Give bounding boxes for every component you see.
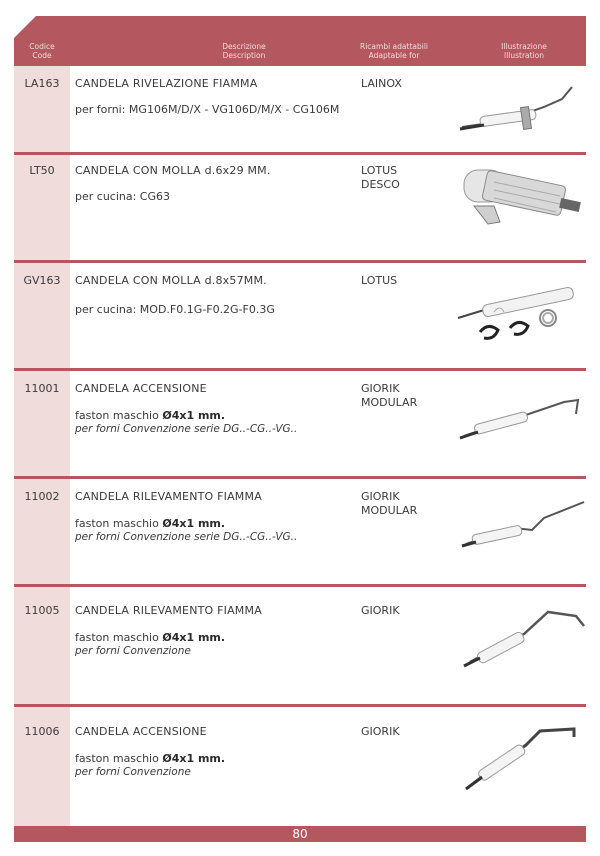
brand-list bbox=[361, 382, 417, 410]
product-title: CANDELA RILEVAMENTO FIAMMA bbox=[75, 604, 262, 617]
row-divider bbox=[14, 260, 586, 263]
product-detail bbox=[75, 190, 170, 203]
spring-electrode-icon bbox=[444, 156, 586, 246]
row-divider bbox=[14, 368, 586, 371]
product-note: per forni Convenzione serie DG..-CG..-VG.. bbox=[75, 423, 298, 435]
product-detail bbox=[75, 103, 339, 116]
detail-text: faston maschio bbox=[75, 409, 163, 422]
detail-text: per cucina: CG63 bbox=[75, 190, 171, 203]
product-title: CANDELA RIVELAZIONE FIAMMA bbox=[75, 77, 258, 90]
header-code bbox=[22, 42, 62, 60]
detail-bold: Ø4x1 mm. bbox=[162, 631, 226, 644]
product-detail bbox=[75, 303, 275, 316]
brand-name: LOTUS bbox=[361, 164, 398, 177]
detail-bold: Ø4x1 mm. bbox=[162, 752, 226, 765]
brand-name: GIORIK bbox=[361, 604, 400, 617]
brand-name: MODULAR bbox=[361, 396, 418, 409]
code-column-background bbox=[14, 66, 70, 826]
product-detail bbox=[75, 631, 225, 644]
brand-list bbox=[361, 725, 400, 739]
brand-name: GIORIK bbox=[361, 490, 400, 503]
row-divider bbox=[14, 476, 586, 479]
row-divider bbox=[14, 704, 586, 707]
detail-text: per forni: MG106M/D/X - VG106D/M/X - CG106M bbox=[75, 103, 340, 116]
detail-text: faston maschio bbox=[75, 517, 163, 530]
rod-electrode-icon bbox=[444, 77, 586, 167]
detail-text: per cucina: MOD.F0.1G-F0.2G-F0.3G bbox=[75, 303, 275, 316]
electrode-kit-icon bbox=[444, 274, 586, 364]
header-code-en: Code bbox=[32, 51, 52, 60]
header-desc-it: Descrizione bbox=[222, 42, 266, 51]
product-note: per forni Convenzione serie DG..-CG..-VG.. bbox=[75, 531, 298, 543]
header-illustration bbox=[474, 42, 574, 60]
header-ill-it: Illustrazione bbox=[501, 42, 547, 51]
product-detail bbox=[75, 752, 225, 765]
product-code: 11002 bbox=[24, 490, 60, 503]
flame-sensor-icon bbox=[444, 490, 586, 580]
brand-list bbox=[361, 77, 402, 91]
page-number: 80 bbox=[14, 826, 586, 842]
product-code: 11001 bbox=[24, 382, 60, 395]
brand-name: LOTUS bbox=[361, 274, 398, 287]
brand-list bbox=[361, 490, 417, 518]
product-title: CANDELA ACCENSIONE bbox=[75, 382, 207, 395]
brand-name: MODULAR bbox=[361, 504, 418, 517]
row-divider bbox=[14, 584, 586, 587]
header-ill-en: Illustration bbox=[503, 51, 545, 60]
detail-text: faston maschio bbox=[75, 631, 163, 644]
product-title: CANDELA CON MOLLA d.8x57MM. bbox=[75, 274, 267, 287]
table-header bbox=[14, 16, 586, 66]
header-adapt-it: Ricambi adattabili bbox=[360, 42, 428, 51]
brand-list bbox=[361, 274, 397, 288]
brand-list bbox=[361, 164, 400, 192]
product-code: GV163 bbox=[23, 274, 61, 287]
product-code: 11005 bbox=[24, 604, 60, 617]
brand-name: GIORIK bbox=[361, 725, 400, 738]
brand-name: LAINOX bbox=[361, 77, 402, 90]
brand-name: GIORIK bbox=[361, 382, 400, 395]
ignition-electrode-icon bbox=[444, 382, 586, 472]
product-title: CANDELA CON MOLLA d.6x29 MM. bbox=[75, 164, 271, 177]
product-detail bbox=[75, 409, 225, 422]
product-note: per forni Convenzione bbox=[75, 766, 191, 778]
product-detail bbox=[75, 517, 225, 530]
header-adaptable bbox=[354, 42, 434, 60]
product-title: CANDELA ACCENSIONE bbox=[75, 725, 207, 738]
brand-list bbox=[361, 604, 400, 618]
detail-text: faston maschio bbox=[75, 752, 163, 765]
product-code: LA163 bbox=[24, 77, 60, 90]
header-adapt-en: Adaptable for bbox=[368, 51, 420, 60]
detail-bold: Ø4x1 mm. bbox=[162, 409, 226, 422]
flame-sensor-icon bbox=[444, 604, 586, 694]
ignition-electrode-icon bbox=[444, 717, 586, 807]
header-description bbox=[164, 42, 324, 60]
product-code: 11006 bbox=[24, 725, 60, 738]
product-note: per forni Convenzione bbox=[75, 645, 191, 657]
product-code: LT50 bbox=[29, 164, 55, 177]
brand-name: DESCO bbox=[361, 178, 400, 191]
header-desc-en: Description bbox=[222, 51, 266, 60]
detail-bold: Ø4x1 mm. bbox=[162, 517, 226, 530]
product-title: CANDELA RILEVAMENTO FIAMMA bbox=[75, 490, 262, 503]
header-code-it: Codice bbox=[29, 42, 55, 51]
